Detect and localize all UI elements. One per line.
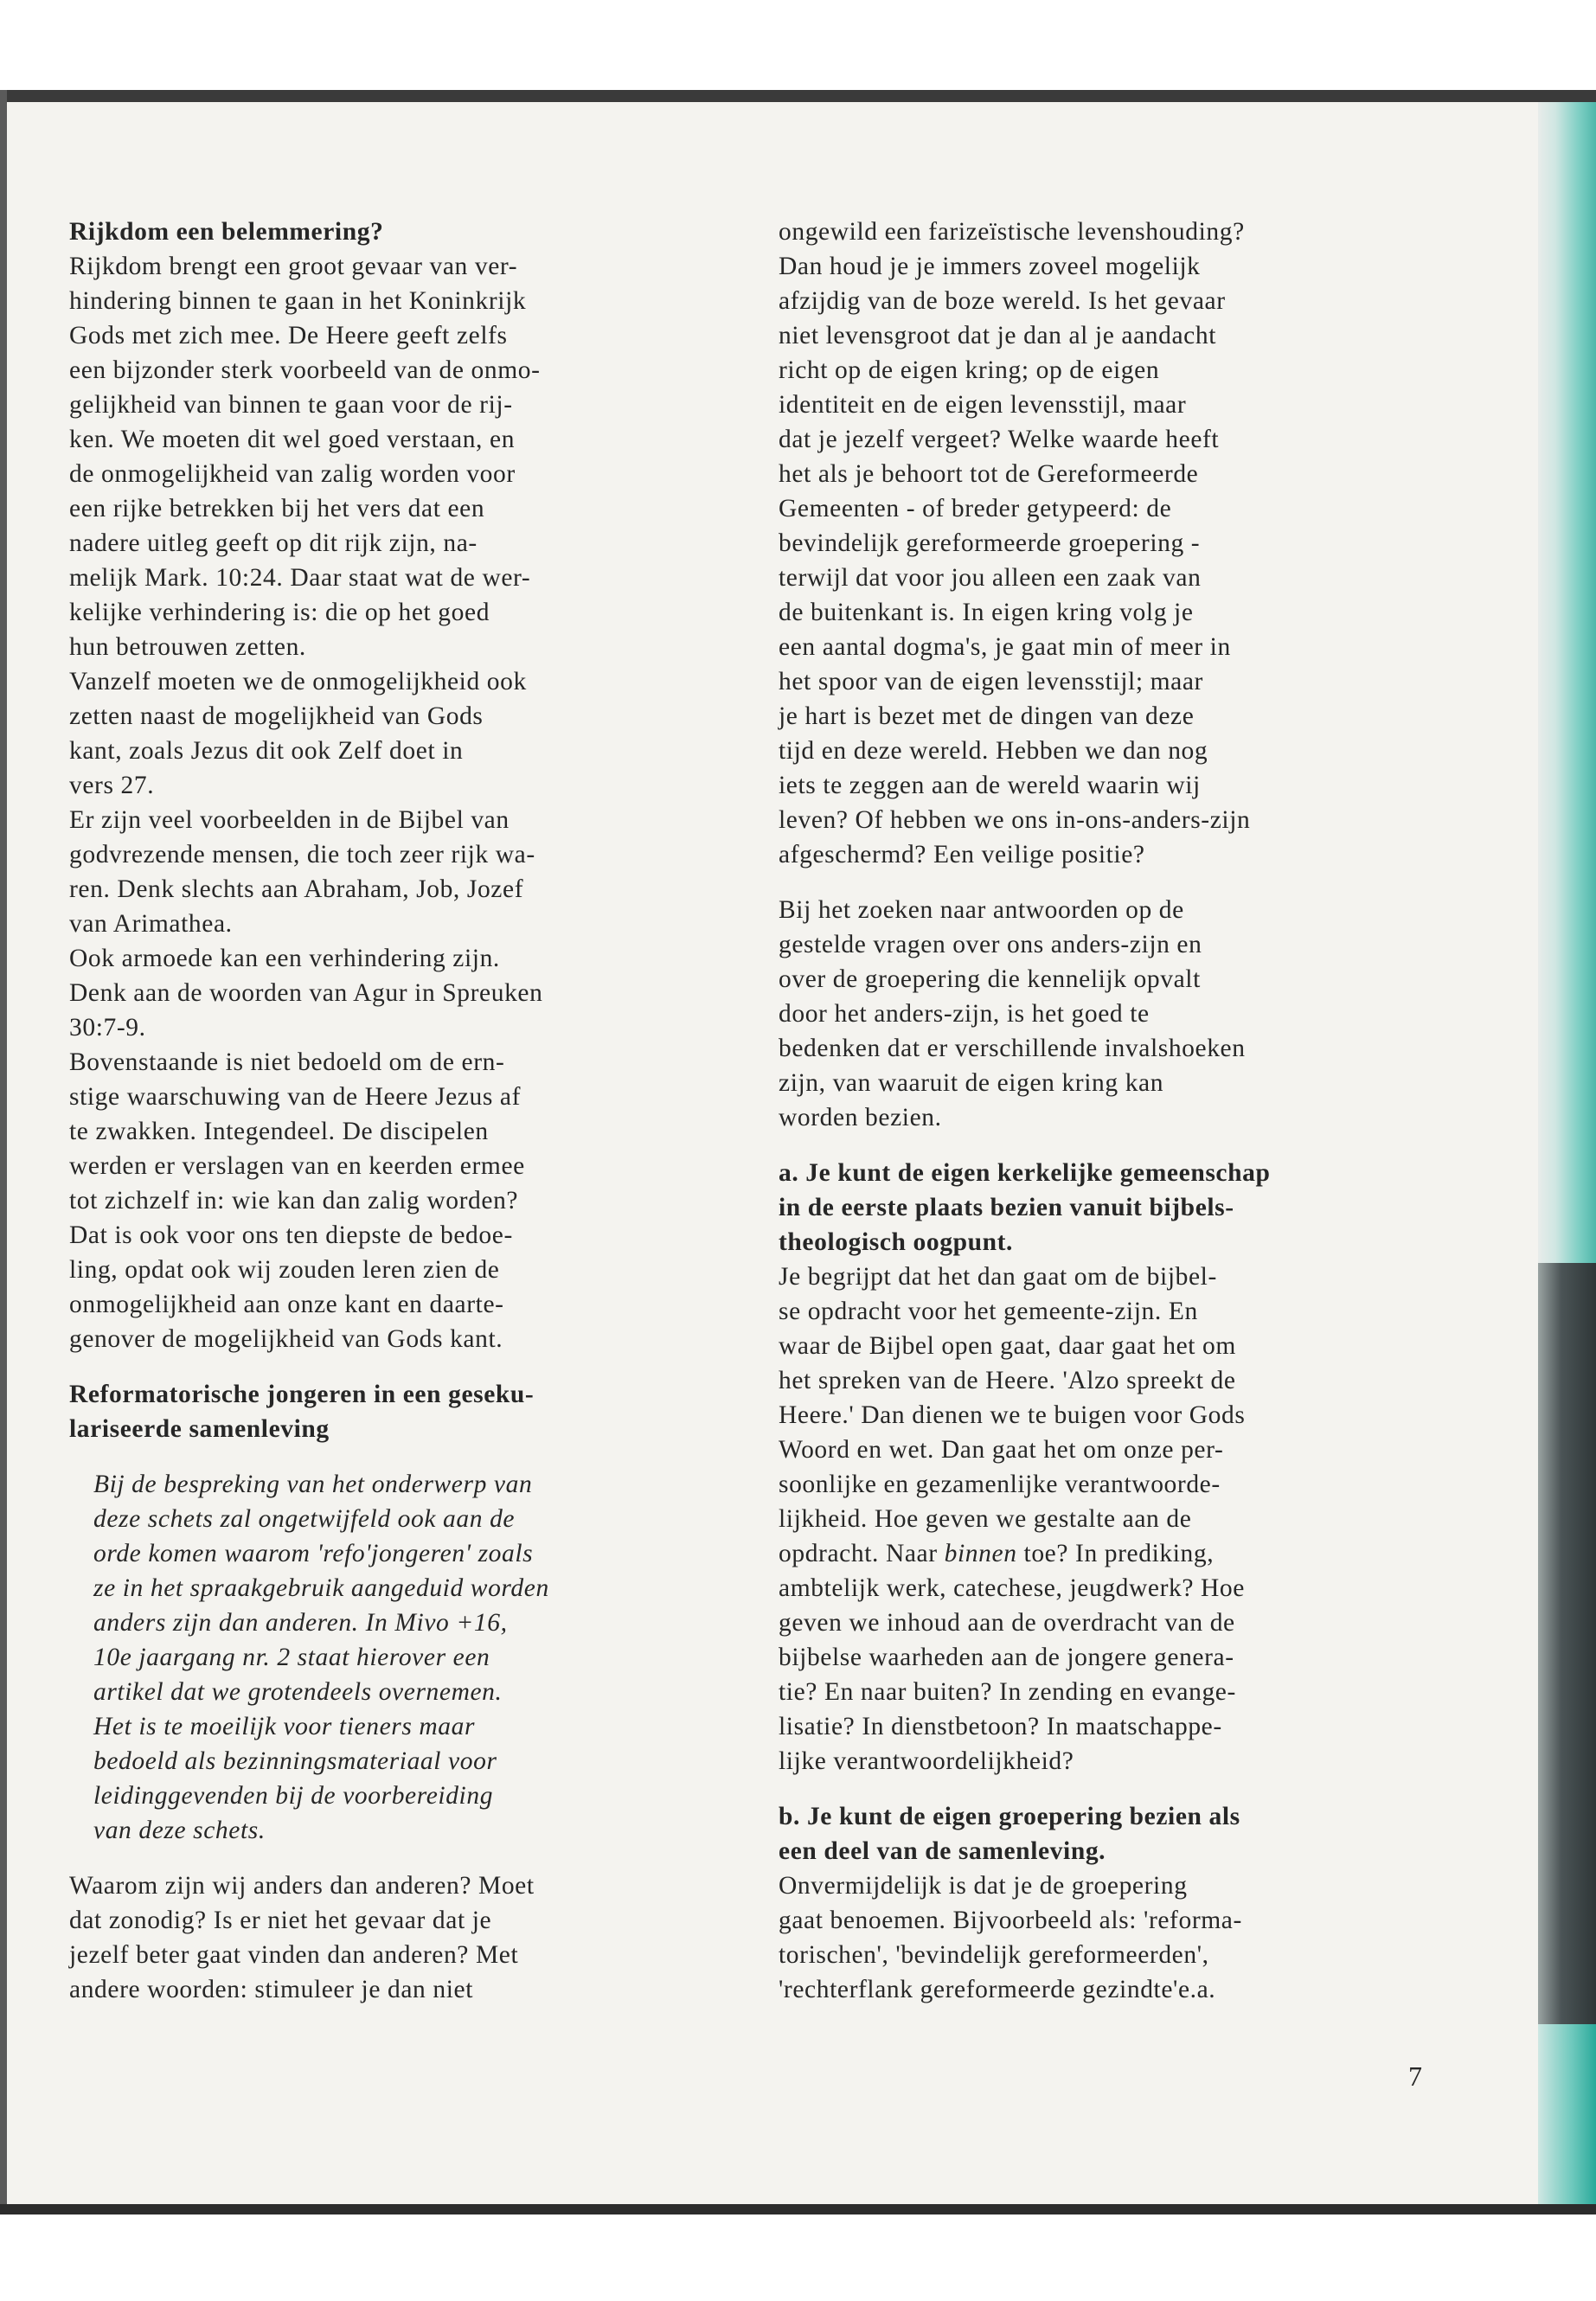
text-line: zijn, van waaruit de eigen kring kan [779,1069,1164,1097]
right-column [779,215,1436,2007]
heading-reformatorische-jongeren [69,1377,735,1446]
page-number: 7 [1408,2061,1422,2092]
left-para-2 [69,664,735,803]
text-line: kant, zoals Jezus dit ook Zelf doet in [69,737,464,765]
text-line: onmogelijkheid aan onze kant en daarte- [69,1291,504,1318]
text-line: leven? Of hebben we ons in-ons-anders-zijn [779,806,1251,834]
text-line: door het anders-zijn, is het goed te [779,1000,1150,1028]
scan-edge-bottom [0,2204,1596,2214]
text-line: dat zonodig? Is er niet het gevaar dat je [69,1907,492,1934]
text-line: tie? En naar buiten? In zending en evange- [779,1678,1236,1706]
text-line: lijke verantwoordelijkheid? [779,1747,1074,1775]
text-line: Denk aan de woorden van Agur in Spreuken [69,979,543,1007]
right-para-b [779,1868,1436,2007]
heading-a [779,1156,1436,1259]
scan-edge-top [0,90,1596,102]
text-line: Vanzelf moeten we de onmogelijkheid ook [69,668,527,695]
text-line: Dan houd je je immers zoveel mogelijk [779,253,1201,280]
intro-italic [69,1467,735,1848]
text-line: jezelf beter gaat vinden dan anderen? Met [69,1941,519,1969]
text-line: ren. Denk slechts aan Abraham, Job, Jozef [69,875,524,903]
left-para-5 [69,1045,735,1356]
text-line: het spreken van de Heere. 'Alzo spreekt de [779,1367,1236,1394]
text-line: vers 27. [69,772,155,799]
text-line: werden er verslagen van en keerden ermee [69,1152,525,1180]
text-line: Dat is ook voor ons ten diepste de bedoe- [69,1221,513,1249]
text-line: van deze schets. [93,1817,266,1844]
text-line: lisatie? In dienstbetoon? In maatschappe- [779,1713,1222,1740]
text-line: artikel dat we grotendeels overnemen. [93,1678,503,1706]
text-line: van Arimathea. [69,910,233,938]
text-line: Je begrijpt dat het dan gaat om de bijbel- [779,1263,1217,1291]
text-line: hindering binnen te gaan in het Koninkrijk [69,287,527,315]
text-line: lijkheid. Hoe geven we gestalte aan de [779,1505,1192,1533]
text-line: a. Je kunt de eigen kerkelijke gemeenschap [779,1159,1271,1187]
right-para-a-2 [779,1571,1436,1779]
text-line: leidinggevenden bij de voorbereiding [93,1782,494,1810]
text-line: de onmogelijkheid van zalig worden voor [69,460,516,488]
text-line: nadere uitleg geeft op dit rijk zijn, na- [69,529,478,557]
right-para-a-1 [779,1259,1436,1536]
text-line: Heere.' Dan dienen we te buigen voor Gods [779,1401,1246,1429]
left-para-6 [69,1868,735,2007]
text-line: melijk Mark. 10:24. Daar staat wat de wer- [69,564,531,592]
text-line: Reformatorische jongeren in een geseku- [69,1381,535,1408]
text-line: Gemeenten - of breder getypeerd: de [779,495,1172,522]
text-line: Woord en wet. Dan gaat het om onze per- [779,1436,1224,1464]
text-line: torischen', 'bevindelijk gereformeerden', [779,1941,1209,1969]
text-line: se opdracht voor het gemeente-zijn. En [779,1298,1198,1325]
text-line: gestelde vragen over ons anders-zijn en [779,931,1202,958]
text-line: Bij de bespreking van het onderwerp van [93,1471,533,1498]
text-line: bedenken dat er verschillende invalshoeken [779,1035,1246,1062]
text-line: terwijl dat voor jou alleen een zaak van [779,564,1202,592]
text-line: een bijzonder sterk voorbeeld van de onmo- [69,356,541,384]
text-line: genover de mogelijkheid van Gods kant. [69,1325,503,1353]
text-line: tijd en deze wereld. Hebben we dan nog [779,737,1208,765]
text-line: een rijke betrekken bij het vers dat een [69,495,485,522]
text-line: ken. We moeten dit wel goed verstaan, en [69,426,516,453]
text-line: soonlijke en gezamenlijke verantwoorde- [779,1471,1221,1498]
text-line: zetten naast de mogelijkheid van Gods [69,702,484,730]
text-line: worden bezien. [779,1104,942,1131]
book-spine-teal [1538,2024,1596,2204]
text-line: 'rechterflank gereformeerde gezindte'e.a. [779,1976,1216,2003]
text-line: te zwakken. Integendeel. De discipelen [69,1118,489,1145]
text-line: richt op de eigen kring; op de eigen [779,356,1160,384]
text-line: een aantal dogma's, je gaat min of meer in [779,633,1231,661]
text-line: ling, opdat ook wij zouden leren zien de [69,1256,500,1284]
text-line: bedoeld als bezinningsmateriaal voor [93,1747,497,1775]
text-line: niet levensgroot dat je dan al je aandacht [779,322,1217,349]
left-para-4 [69,941,735,1045]
text-line: een deel van de samenleving. [779,1837,1106,1865]
text-line: Gods met zich mee. De Heere geeft zelfs [69,322,508,349]
text-line: hun betrouwen zetten. [69,633,306,661]
text-line: andere woorden: stimuleer je dan niet [69,1976,473,2003]
text-line: identiteit en de eigen levensstijl, maar [779,391,1187,419]
text-line: afgeschermd? Een veilige positie? [779,841,1145,868]
text-line: gaat benoemen. Bijvoorbeeld als: 'reforma- [779,1907,1242,1934]
heading-b [779,1799,1436,1868]
text-line: over de groepering die kennelijk opvalt [779,965,1201,993]
text-line: ambtelijk werk, catechese, jeugdwerk? Hoe [779,1574,1245,1602]
text-line: godvrezende mensen, die toch zeer rijk wa- [69,841,535,868]
text-line: dat je jezelf vergeet? Welke waarde heeft [779,426,1220,453]
text-line: theologisch oogpunt. [779,1228,1013,1256]
left-column [69,215,735,2007]
word-binnen: binnen [944,1540,1017,1567]
right-para-1 [779,215,1436,872]
text-line: gelijkheid van binnen te gaan voor de rij- [69,391,513,419]
book-spine-dark [1538,1263,1596,2041]
text-line: Rijkdom brengt een groot gevaar van ver- [69,253,518,280]
text-line: kelijke verhindering is: die op het goed [69,599,490,626]
text-line: iets te zeggen aan de wereld waarin wij [779,772,1201,799]
left-para-1 [69,249,735,664]
text-line: anders zijn dan anderen. In Mivo +16, [93,1609,508,1637]
text-line: Bovenstaande is niet bedoeld om de ern- [69,1048,505,1076]
text-line: Waarom zijn wij anders dan anderen? Moet [69,1872,535,1900]
text-line: de buitenkant is. In eigen kring volg je [779,599,1194,626]
text-line: orde komen waarom 'refo'jongeren' zoals [93,1540,534,1567]
text-line: je hart is bezet met de dingen van deze [779,702,1195,730]
text-line: stige waarschuwing van de Heere Jezus af [69,1083,522,1111]
left-para-3 [69,803,735,941]
text-line: Ook armoede kan een verhindering zijn. [69,945,500,972]
text-line: Bij het zoeken naar antwoorden op de [779,896,1184,924]
text-line: het als je behoort tot de Gereformeerde [779,460,1199,488]
text-line: deze schets zal ongetwijfeld ook aan de [93,1505,516,1533]
text-line: Het is te moeilijk voor tieners maar [93,1713,476,1740]
right-para-a-line: opdracht. Naar binnen toe? In prediking, [779,1540,1215,1567]
right-para-2 [779,893,1436,1135]
text-line: geven we inhoud aan de overdracht van de [779,1609,1235,1637]
heading-rijkdom: Rijkdom een belemmering? [69,218,384,246]
text-line: bijbelse waarheden aan de jongere genera- [779,1644,1234,1671]
text-line: in de eerste plaats bezien vanuit bijbels- [779,1194,1234,1221]
text-line: 10e jaargang nr. 2 staat hierover een [93,1644,490,1671]
text-line: bevindelijk gereformeerde groepering - [779,529,1201,557]
text-line: Onvermijdelijk is dat je de groepering [779,1872,1188,1900]
text-line: het spoor van de eigen levensstijl; maar [779,668,1203,695]
text-line: ongewild een farizeïstische levenshouding? [779,218,1245,246]
text-line: 30:7-9. [69,1014,146,1042]
text-line: tot zichzelf in: wie kan dan zalig worden? [69,1187,519,1215]
text-line: waar de Bijbel open gaat, daar gaat het om [779,1332,1236,1360]
text-line: ze in het spraakgebruik aangeduid worden [93,1574,549,1602]
text-line: lariseerde samenleving [69,1415,330,1443]
text-line: Er zijn veel voorbeelden in de Bijbel van [69,806,510,834]
text-line: b. Je kunt de eigen groepering bezien als [779,1803,1240,1830]
text-line: afzijdig van de boze wereld. Is het gevaar [779,287,1226,315]
scan-edge-left [0,90,7,2209]
